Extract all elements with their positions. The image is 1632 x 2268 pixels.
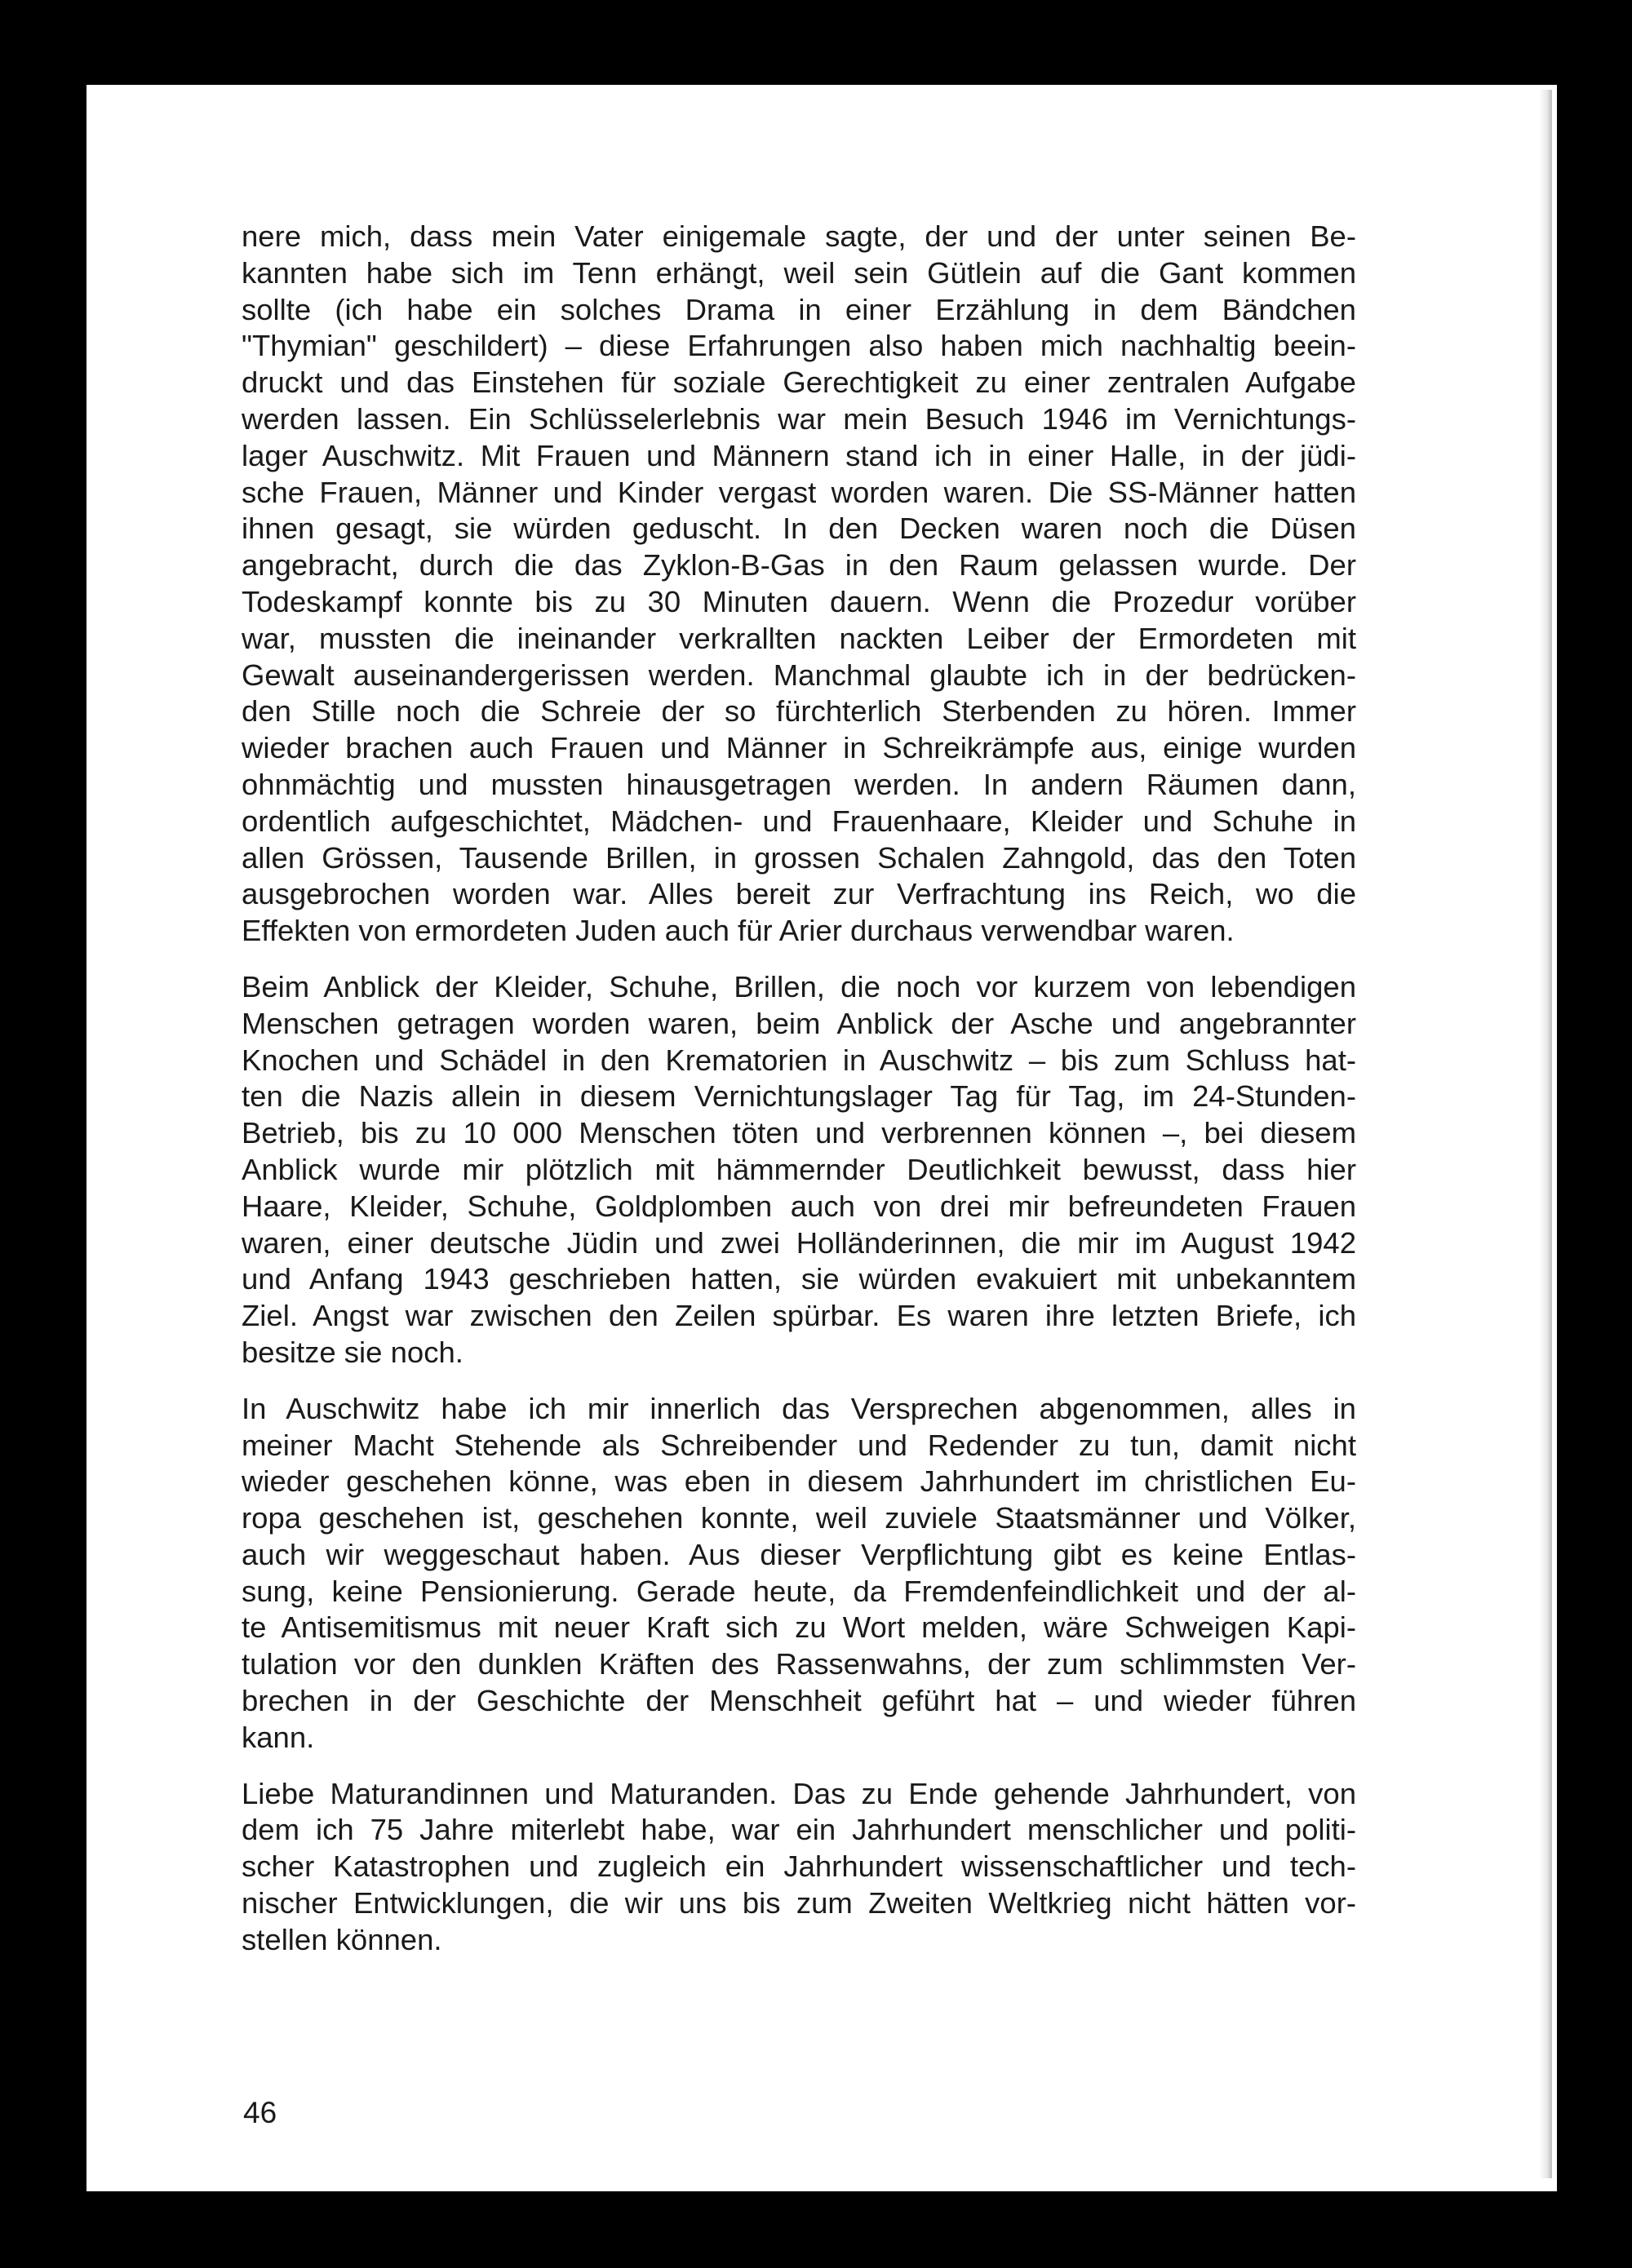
text-line: auch wir weggeschaut haben. Aus dieser Verpflichtung gibt es keine Entlas- xyxy=(242,1537,1356,1571)
text-line: waren, einer deutsche Jüdin und zwei Holländerinnen, die mir im August 1942 xyxy=(242,1225,1356,1260)
text-line: ihnen gesagt, sie würden geduscht. In den Decken waren noch die Düsen xyxy=(242,512,1356,546)
text-line: und Anfang 1943 geschrieben hatten, sie würden evakuiert mit unbekanntem xyxy=(242,1262,1356,1296)
text-line: besitze sie noch. xyxy=(242,1335,463,1369)
text-line: wieder geschehen könne, was eben in diesem Jahrhundert im christlichen Eu- xyxy=(242,1464,1356,1499)
text-line: den Stille noch die Schreie der so fürchterlich Sterbenden zu hören. Immer xyxy=(242,694,1356,729)
paragraph xyxy=(242,969,1356,1371)
text-line: war, mussten die ineinander verkrallten nackten Leiber der Ermordeten mit xyxy=(242,621,1356,655)
text-line: Haare, Kleider, Schuhe, Goldplomben auch von drei mir befreundeten Frauen xyxy=(242,1189,1356,1223)
text-line: sche Frauen, Männer und Kinder vergast worden waren. Die SS-Männer hatten xyxy=(242,475,1356,509)
text-line: lager Auschwitz. Mit Frauen und Männern stand ich in einer Halle, in der jüdi- xyxy=(242,438,1356,472)
text-line: Ziel. Angst war zwischen den Zeilen spürbar. Es waren ihre letzten Briefe, ich xyxy=(242,1299,1356,1333)
text-line: kannten habe sich im Tenn erhängt, weil sein Gütlein auf die Gant kommen xyxy=(242,255,1356,290)
text-line: nischer Entwicklungen, die wir uns bis zum Zweiten Weltkrieg nicht hätten vor- xyxy=(242,1886,1356,1920)
text-line: ohnmächtig und mussten hinausgetragen werden. In andern Räumen dann, xyxy=(242,767,1356,801)
text-line: nere mich, dass mein Vater einigemale sagte, der und der unter seinen Be- xyxy=(242,219,1356,253)
page-number: 46 xyxy=(243,2096,277,2129)
text-line: Effekten von ermordeten Juden auch für Arier durchaus verwendbar waren. xyxy=(242,914,1235,948)
text-line: druckt und das Einstehen für soziale Gerechtigkeit zu einer zentralen Aufgabe xyxy=(242,365,1356,400)
body-text xyxy=(242,219,1356,1978)
text-line: Menschen getragen worden waren, beim Anblick der Asche und angebrannter xyxy=(242,1006,1356,1040)
text-line: tulation vor den dunklen Kräften des Rassenwahns, der zum schlimmsten Ver- xyxy=(242,1647,1356,1681)
paragraph xyxy=(242,1391,1356,1756)
text-line: meiner Macht Stehende als Schreibender und Redender zu tun, damit nicht xyxy=(242,1428,1356,1462)
paragraph xyxy=(242,219,1356,950)
text-line: Knochen und Schädel in den Krematorien in Auschwitz – bis zum Schluss hat- xyxy=(242,1043,1356,1077)
text-line: ausgebrochen worden war. Alles bereit zur Verfrachtung ins Reich, wo die xyxy=(242,877,1356,911)
text-line: te Antisemitismus mit neuer Kraft sich zu Wort melden, wäre Schweigen Kapi- xyxy=(242,1610,1356,1645)
text-line: Betrieb, bis zu 10 000 Menschen töten und verbrennen können –, bei diesem xyxy=(242,1116,1356,1150)
text-line: Liebe Maturandinnen und Maturanden. Das zu Ende gehende Jahrhundert, von xyxy=(242,1776,1356,1810)
text-line: sung, keine Pensionierung. Gerade heute, da Fremdenfeindlichkeit und der al- xyxy=(242,1574,1356,1608)
page-edge xyxy=(1539,90,1552,2178)
paragraph xyxy=(242,1776,1356,1959)
text-line: angebracht, durch die das Zyklon-B-Gas in den Raum gelassen wurde. Der xyxy=(242,548,1356,583)
text-line: dem ich 75 Jahre miterlebt habe, war ein Jahrhundert menschlicher und politi- xyxy=(242,1813,1356,1847)
text-line: sollte (ich habe ein solches Drama in einer Erzählung in dem Bändchen xyxy=(242,292,1356,326)
text-line: ordentlich aufgeschichtet, Mädchen- und Frauenhaare, Kleider und Schuhe in xyxy=(242,804,1356,838)
text-line: "Thymian" geschildert) – diese Erfahrungen also haben mich nachhaltig beein- xyxy=(242,329,1356,363)
text-line: werden lassen. Ein Schlüsselerlebnis war mein Besuch 1946 im Vernichtungs- xyxy=(242,401,1356,436)
text-line: scher Katastrophen und zugleich ein Jahrhundert wissenschaftlicher und tech- xyxy=(242,1849,1356,1884)
text-line: stellen können. xyxy=(242,1922,442,1956)
text-line: In Auschwitz habe ich mir innerlich das Versprechen abgenommen, alles in xyxy=(242,1391,1356,1425)
text-line: kann. xyxy=(242,1720,315,1754)
text-line: Gewalt auseinandergerissen werden. Manchmal glaubte ich in der bedrücken- xyxy=(242,658,1356,692)
text-line: Beim Anblick der Kleider, Schuhe, Brillen, die noch vor kurzem von lebendigen xyxy=(242,969,1356,1003)
text-line: ropa geschehen ist, geschehen konnte, weil zuviele Staatsmänner und Völker, xyxy=(242,1501,1356,1535)
text-line: brechen in der Geschichte der Menschheit geführt hat – und wieder führen xyxy=(242,1684,1356,1718)
text-line: wieder brachen auch Frauen und Männer in Schreikrämpfe aus, einige wurden xyxy=(242,731,1356,765)
text-line: Todeskampf konnte bis zu 30 Minuten dauern. Wenn die Prozedur vorüber xyxy=(242,584,1356,618)
text-line: allen Grössen, Tausende Brillen, in grossen Schalen Zahngold, das den Toten xyxy=(242,840,1356,875)
text-line: ten die Nazis allein in diesem Vernichtungslager Tag für Tag, im 24-Stunden- xyxy=(242,1079,1356,1114)
text-line: Anblick wurde mir plötzlich mit hämmernder Deutlichkeit bewusst, dass hier xyxy=(242,1152,1356,1186)
